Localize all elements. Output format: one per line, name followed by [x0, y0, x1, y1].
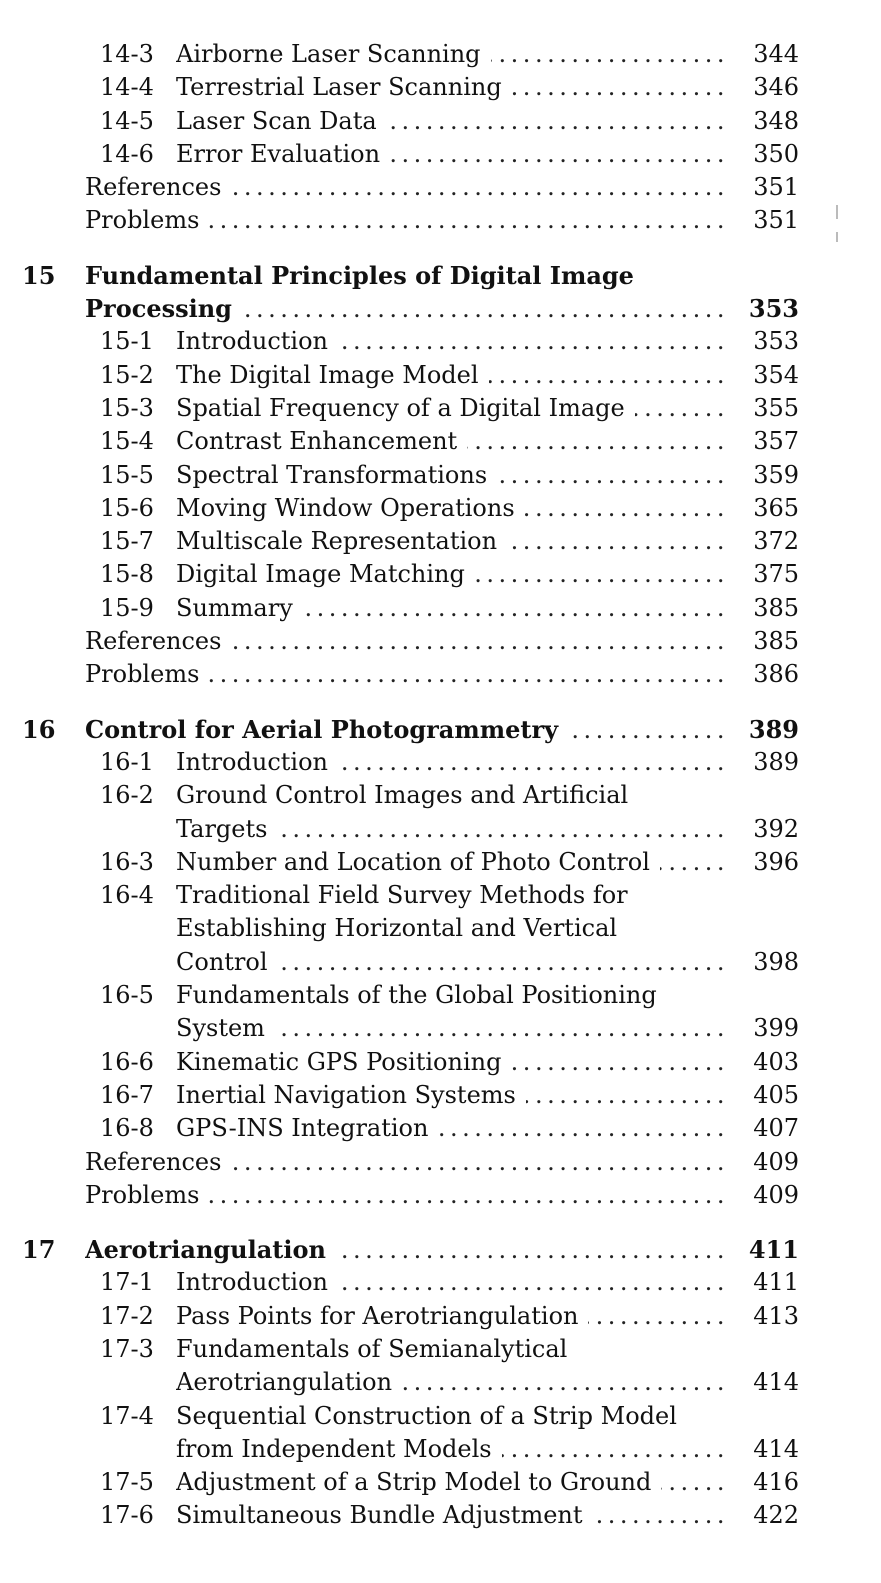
- entry-leader: [176, 558, 729, 591]
- toc-section-row: [0, 425, 881, 458]
- page-number: 389: [753, 747, 799, 776]
- entry-title: Number and Location of Photo Control: [176, 846, 660, 879]
- entry-title: The Digital Image Model: [176, 359, 489, 392]
- entry-title: System: [176, 1012, 275, 1045]
- toc-section-row: [0, 592, 881, 625]
- toc-section-row: [0, 1499, 881, 1532]
- chapter-number: 15: [22, 260, 56, 290]
- entry-leader: [85, 713, 729, 747]
- entry-leader: [176, 1366, 729, 1399]
- page-number: 350: [753, 139, 799, 168]
- entry-title: Airborne Laser Scanning: [176, 38, 491, 71]
- section-number: 15-7: [100, 527, 154, 556]
- toc-section-row: [0, 846, 881, 879]
- toc-section-row: [0, 879, 881, 912]
- entry-leader: [176, 138, 729, 171]
- toc-section-row: [0, 459, 881, 492]
- toc-section-row: [0, 1079, 881, 1112]
- toc-chapter-row: [0, 292, 881, 325]
- entry-leader: [176, 1433, 729, 1466]
- entry-title: Targets: [176, 813, 277, 846]
- toc-section-row: [0, 71, 881, 104]
- entry-title: Multiscale Representation: [176, 525, 507, 558]
- entry-title: Introduction: [176, 1266, 338, 1299]
- page-number: 351: [753, 173, 799, 202]
- dot-leader: [502, 1433, 729, 1466]
- entry-title: References: [85, 171, 231, 204]
- entry-leader: [176, 813, 729, 846]
- section-number: 17-5: [100, 1468, 154, 1497]
- entry-leader: [85, 259, 729, 292]
- section-number: 16-3: [100, 847, 154, 876]
- dot-leader: [275, 1012, 729, 1045]
- toc-section-row: [0, 1466, 881, 1499]
- section-number: 15-5: [100, 460, 154, 489]
- toc-section-row: [0, 105, 881, 138]
- dot-leader: [511, 1046, 729, 1079]
- page-number: 353: [753, 327, 799, 356]
- page-number: 359: [753, 460, 799, 489]
- page-number: 399: [753, 1014, 799, 1043]
- entry-title: Digital Image Matching: [176, 558, 475, 591]
- page-number: 414: [753, 1434, 799, 1463]
- entry-title: Introduction: [176, 325, 338, 358]
- page-number: 355: [753, 393, 799, 422]
- entry-leader: [85, 658, 729, 691]
- dot-leader: [231, 171, 729, 204]
- page-number: 411: [748, 1235, 799, 1265]
- page-number: 348: [753, 106, 799, 135]
- dot-leader: [390, 138, 729, 171]
- page-number: 357: [753, 427, 799, 456]
- entry-title: Terrestrial Laser Scanning: [176, 71, 512, 104]
- section-number: 14-4: [100, 73, 154, 102]
- dot-leader: [568, 714, 729, 747]
- dot-leader: [277, 813, 729, 846]
- page-number: 365: [753, 493, 799, 522]
- dot-leader: [661, 1466, 729, 1499]
- dot-leader: [338, 1266, 729, 1299]
- page-number: 392: [753, 814, 799, 843]
- entry-leader: [176, 1046, 729, 1079]
- dot-leader: [526, 1079, 729, 1112]
- section-number: 16-1: [100, 747, 154, 776]
- page-number: 407: [753, 1114, 799, 1143]
- entry-title: Ground Control Images and Artificial: [176, 779, 638, 812]
- entry-title: Traditional Field Survey Methods for: [176, 879, 638, 912]
- toc-section-row: [0, 1400, 881, 1433]
- section-number: 14-3: [100, 40, 154, 68]
- toc-section-row: [0, 492, 881, 525]
- entry-leader: [176, 492, 729, 525]
- section-number: 17-3: [100, 1334, 154, 1363]
- toc-chapter-row: [0, 713, 881, 746]
- page-number: 389: [748, 714, 799, 744]
- dot-leader: [278, 946, 729, 979]
- chapter-number: 16: [22, 714, 56, 744]
- entry-leader: [176, 1012, 729, 1045]
- toc-section-row: [0, 746, 881, 779]
- entry-leader: [85, 171, 729, 204]
- toc-section-row: [0, 1366, 881, 1399]
- section-number: 17-1: [100, 1268, 154, 1297]
- section-number: 16-7: [100, 1080, 154, 1109]
- toc-section-row: [0, 1333, 881, 1366]
- dot-leader: [467, 425, 729, 458]
- toc-endmatter-row: [0, 658, 881, 691]
- page-number: 405: [753, 1080, 799, 1109]
- entry-title: References: [85, 625, 231, 658]
- entry-title: Contrast Enhancement: [176, 425, 467, 458]
- toc-section-row: [0, 912, 881, 945]
- page-number: 409: [753, 1147, 799, 1176]
- entry-leader: [176, 325, 729, 358]
- entry-leader: [176, 779, 729, 812]
- entry-title: Summary: [176, 592, 303, 625]
- entry-title: Spectral Transformations: [176, 459, 497, 492]
- entry-leader: [85, 625, 729, 658]
- section-number: 15-2: [100, 360, 154, 389]
- entry-title: GPS-INS Integration: [176, 1112, 438, 1145]
- dot-leader: [209, 204, 729, 237]
- toc-chapter-row: [0, 1233, 881, 1266]
- entry-leader: [85, 1146, 729, 1179]
- dot-leader: [338, 325, 729, 358]
- chapter-title: Processing: [85, 292, 242, 325]
- entry-leader: [85, 204, 729, 237]
- entry-leader: [176, 392, 729, 425]
- page-number: 346: [753, 73, 799, 102]
- entry-leader: [176, 1333, 729, 1366]
- entry-title: Spatial Frequency of a Digital Image: [176, 392, 635, 425]
- page-number: 344: [753, 40, 799, 68]
- entry-title: Problems: [85, 204, 209, 237]
- section-number: 16-6: [100, 1047, 154, 1076]
- section-number: 15-8: [100, 560, 154, 589]
- toc-section-row: [0, 38, 881, 71]
- entry-leader: [176, 846, 729, 879]
- toc-endmatter-row: [0, 171, 881, 204]
- toc-endmatter-row: [0, 625, 881, 658]
- entry-title: Introduction: [176, 746, 338, 779]
- dot-leader: [660, 846, 729, 879]
- page-number: 354: [753, 360, 799, 389]
- entry-leader: [176, 71, 729, 104]
- section-number: 14-5: [100, 106, 154, 135]
- dot-leader: [242, 293, 729, 326]
- toc-section-row: [0, 979, 881, 1012]
- dot-leader: [525, 492, 729, 525]
- dot-leader: [231, 1146, 729, 1179]
- entry-leader: [176, 1300, 729, 1333]
- toc-section-row: [0, 359, 881, 392]
- toc-section-row: [0, 1046, 881, 1079]
- entry-title: from Independent Models: [176, 1433, 502, 1466]
- toc-section-row: [0, 813, 881, 846]
- entry-leader: [176, 105, 729, 138]
- page-number: 422: [753, 1501, 799, 1530]
- entry-leader: [176, 1499, 729, 1532]
- entry-title: Inertial Navigation Systems: [176, 1079, 526, 1112]
- entry-leader: [176, 979, 729, 1012]
- page-number: 353: [748, 294, 799, 324]
- dot-leader: [507, 525, 729, 558]
- toc-section-row: [0, 558, 881, 591]
- dot-leader: [512, 71, 729, 104]
- entry-leader: [176, 425, 729, 458]
- margin-mark: [836, 232, 838, 242]
- entry-leader: [176, 1266, 729, 1299]
- entry-title: Simultaneous Bundle Adjustment: [176, 1499, 593, 1532]
- entry-leader: [176, 525, 729, 558]
- entry-title: Kinematic GPS Positioning: [176, 1046, 511, 1079]
- entry-title: Control: [176, 946, 278, 979]
- dot-leader: [438, 1112, 729, 1145]
- page-number: 372: [753, 527, 799, 556]
- section-number: 17-4: [100, 1401, 154, 1430]
- dot-leader: [303, 592, 729, 625]
- entry-leader: [176, 459, 729, 492]
- entry-title: Laser Scan Data: [176, 105, 387, 138]
- entry-title: Problems: [85, 1179, 209, 1212]
- entry-leader: [176, 38, 729, 71]
- toc-section-row: [0, 1300, 881, 1333]
- section-number: 15-6: [100, 493, 154, 522]
- entry-leader: [176, 946, 729, 979]
- entry-title: References: [85, 1146, 231, 1179]
- page-number: 396: [753, 847, 799, 876]
- dot-leader: [338, 746, 729, 779]
- toc-section-row: [0, 946, 881, 979]
- toc-endmatter-row: [0, 1179, 881, 1212]
- entry-leader: [85, 1233, 729, 1267]
- toc-section-row: [0, 325, 881, 358]
- toc-section-row: [0, 525, 881, 558]
- section-number: 17-2: [100, 1301, 154, 1330]
- entry-title: Pass Points for Aerotriangulation: [176, 1300, 588, 1333]
- entry-title: Fundamentals of Semianalytical: [176, 1333, 577, 1366]
- entry-title: Problems: [85, 658, 209, 691]
- section-number: 16-5: [100, 981, 154, 1010]
- dot-leader: [497, 459, 729, 492]
- dot-leader: [387, 105, 729, 138]
- dot-leader: [209, 658, 729, 691]
- entry-leader: [176, 1112, 729, 1145]
- entry-title: Fundamentals of the Global Positioning: [176, 979, 667, 1012]
- toc-section-row: [0, 138, 881, 171]
- entry-leader: [85, 292, 729, 326]
- page-number: 386: [753, 660, 799, 689]
- chapter-number: 17: [22, 1235, 56, 1265]
- toc-section-row: [0, 1433, 881, 1466]
- dot-leader: [475, 558, 729, 591]
- entry-leader: [85, 1179, 729, 1212]
- section-number: 14-6: [100, 139, 154, 168]
- toc-section-row: [0, 1012, 881, 1045]
- entry-title: Sequential Construction of a Strip Model: [176, 1400, 687, 1433]
- page-number: 409: [753, 1180, 799, 1209]
- entry-leader: [176, 912, 729, 945]
- dot-leader: [336, 1234, 729, 1267]
- dot-leader: [489, 359, 729, 392]
- entry-title: Error Evaluation: [176, 138, 390, 171]
- section-number: 16-4: [100, 881, 154, 910]
- entry-title: Adjustment of a Strip Model to Ground: [176, 1466, 661, 1499]
- page-number: 411: [753, 1268, 799, 1297]
- toc-chapter-row: [0, 259, 881, 292]
- chapter-title: Fundamental Principles of Digital Image: [85, 259, 644, 292]
- page-number: 385: [753, 627, 799, 656]
- toc-endmatter-row: [0, 204, 881, 237]
- toc-section-row: [0, 392, 881, 425]
- section-number: 16-2: [100, 781, 154, 810]
- section-number: 16-8: [100, 1114, 154, 1143]
- section-number: 15-4: [100, 427, 154, 456]
- entry-leader: [176, 1079, 729, 1112]
- section-number: 17-6: [100, 1501, 154, 1530]
- dot-leader: [491, 38, 729, 71]
- dot-leader: [635, 392, 729, 425]
- dot-leader: [209, 1179, 729, 1212]
- section-number: 15-9: [100, 593, 154, 622]
- toc-endmatter-row: [0, 1146, 881, 1179]
- entry-leader: [176, 592, 729, 625]
- page-number: 385: [753, 593, 799, 622]
- entry-title: Aerotriangulation: [176, 1366, 402, 1399]
- entry-title: Establishing Horizontal and Vertical: [176, 912, 627, 945]
- entry-leader: [176, 1400, 729, 1433]
- section-number: 15-3: [100, 393, 154, 422]
- toc-section-row: [0, 779, 881, 812]
- page-number: 414: [753, 1368, 799, 1397]
- page-number: 416: [753, 1468, 799, 1497]
- page-number: 351: [753, 206, 799, 235]
- chapter-title: Aerotriangulation: [85, 1233, 336, 1266]
- page-number: 413: [753, 1301, 799, 1330]
- entry-leader: [176, 359, 729, 392]
- chapter-title: Control for Aerial Photogrammetry: [85, 713, 568, 746]
- section-number: 15-1: [100, 327, 154, 356]
- page-number: 403: [753, 1047, 799, 1076]
- dot-leader: [593, 1499, 729, 1532]
- entry-leader: [176, 1466, 729, 1499]
- page-number: 398: [753, 947, 799, 976]
- dot-leader: [231, 625, 729, 658]
- entry-title: Moving Window Operations: [176, 492, 525, 525]
- margin-mark: [836, 205, 838, 219]
- entry-leader: [176, 746, 729, 779]
- toc-section-row: [0, 1266, 881, 1299]
- toc-section-row: [0, 1112, 881, 1145]
- table-of-contents: [0, 38, 881, 1533]
- entry-leader: [176, 879, 729, 912]
- dot-leader: [588, 1300, 729, 1333]
- dot-leader: [402, 1366, 729, 1399]
- page-number: 375: [753, 560, 799, 589]
